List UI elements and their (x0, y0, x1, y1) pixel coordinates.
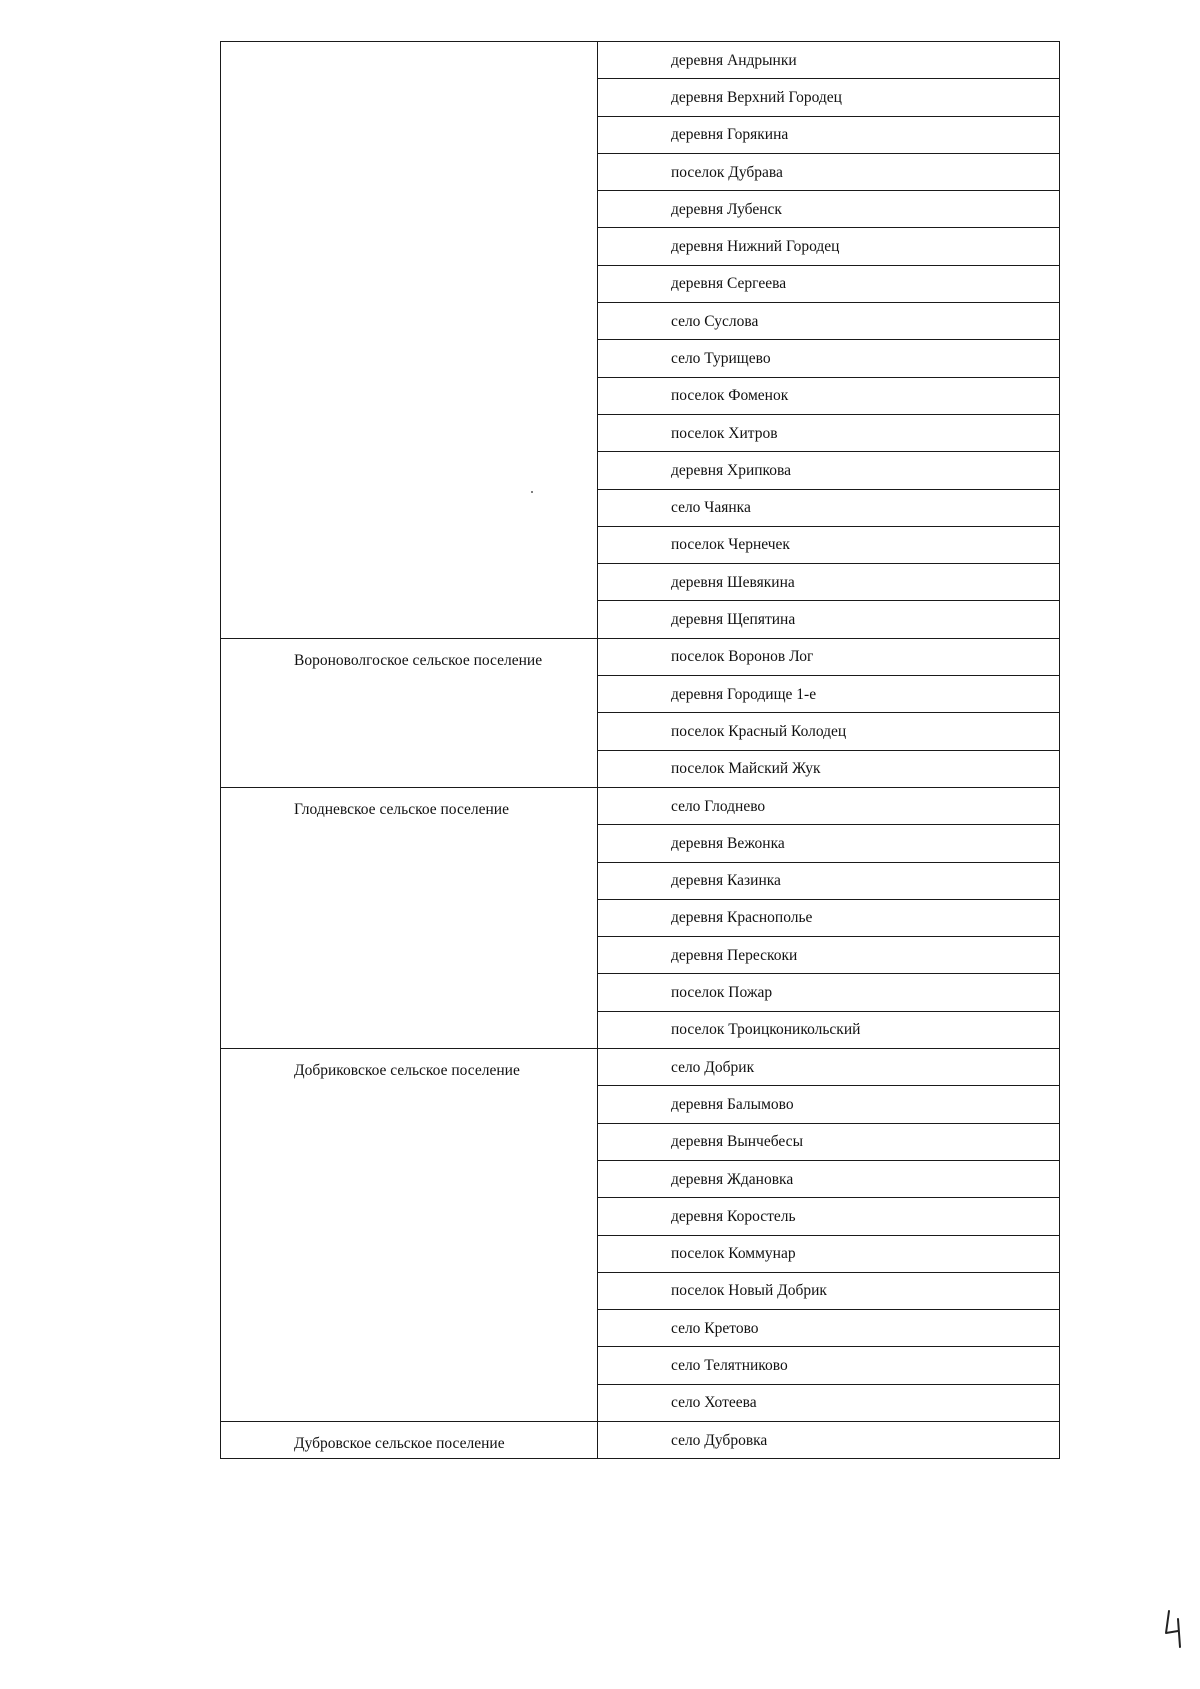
settlement-name-cell: Дубровское сельское поселение (221, 1421, 598, 1458)
locality-cell: деревня Городище 1-е (598, 676, 1060, 713)
locality-cell: деревня Ждановка (598, 1160, 1060, 1197)
locality-cell: село Хотеева (598, 1384, 1060, 1421)
table-row (221, 787, 1060, 824)
locality-cell: деревня Краснополье (598, 899, 1060, 936)
locality-cell: село Кретово (598, 1310, 1060, 1347)
settlement-name-cell: Добриковское сельское поселение (221, 1049, 598, 1422)
locality-cell: село Телятниково (598, 1347, 1060, 1384)
settlements-table (220, 41, 1060, 1459)
locality-cell: поселок Фоменок (598, 377, 1060, 414)
locality-cell: село Чаянка (598, 489, 1060, 526)
locality-cell: поселок Воронов Лог (598, 638, 1060, 675)
settlements-table-body (221, 42, 1060, 1459)
locality-cell: поселок Троицконикольский (598, 1011, 1060, 1048)
table-row (221, 1049, 1060, 1086)
locality-cell: село Турищево (598, 340, 1060, 377)
locality-cell: деревня Балымово (598, 1086, 1060, 1123)
locality-cell: поселок Пожар (598, 974, 1060, 1011)
locality-cell: деревня Коростель (598, 1198, 1060, 1235)
locality-cell: село Суслова (598, 303, 1060, 340)
locality-cell: деревня Лубенск (598, 191, 1060, 228)
locality-cell: село Добрик (598, 1049, 1060, 1086)
locality-cell: деревня Верхний Городец (598, 79, 1060, 116)
locality-cell: поселок Красный Колодец (598, 713, 1060, 750)
locality-cell: поселок Майский Жук (598, 750, 1060, 787)
settlement-name-cell: Глодневское сельское поселение (221, 787, 598, 1048)
locality-cell: деревня Казинка (598, 862, 1060, 899)
table-row (221, 42, 1060, 79)
locality-cell: село Дубровка (598, 1421, 1060, 1458)
page-number (1160, 1607, 1190, 1649)
locality-cell: деревня Сергеева (598, 265, 1060, 302)
locality-cell: деревня Вежонка (598, 825, 1060, 862)
locality-cell: деревня Горякина (598, 116, 1060, 153)
locality-cell: деревня Вынчебесы (598, 1123, 1060, 1160)
locality-cell: деревня Щепятина (598, 601, 1060, 638)
settlement-name-cell (221, 42, 598, 639)
locality-cell: деревня Перескоки (598, 937, 1060, 974)
locality-cell: поселок Новый Добрик (598, 1272, 1060, 1309)
locality-cell: поселок Чернечек (598, 526, 1060, 563)
locality-cell: поселок Хитров (598, 414, 1060, 451)
table-row (221, 1421, 1060, 1458)
locality-cell: деревня Хрипкова (598, 452, 1060, 489)
locality-cell: село Глоднево (598, 787, 1060, 824)
locality-cell: деревня Нижний Городец (598, 228, 1060, 265)
locality-cell: деревня Андрынки (598, 42, 1060, 79)
locality-cell: поселок Дубрава (598, 153, 1060, 190)
locality-cell: деревня Шевякина (598, 564, 1060, 601)
scan-speck (531, 491, 533, 493)
table-row (221, 638, 1060, 675)
settlement-name-cell: Вороноволгоское сельское поселение (221, 638, 598, 787)
locality-cell: поселок Коммунар (598, 1235, 1060, 1272)
